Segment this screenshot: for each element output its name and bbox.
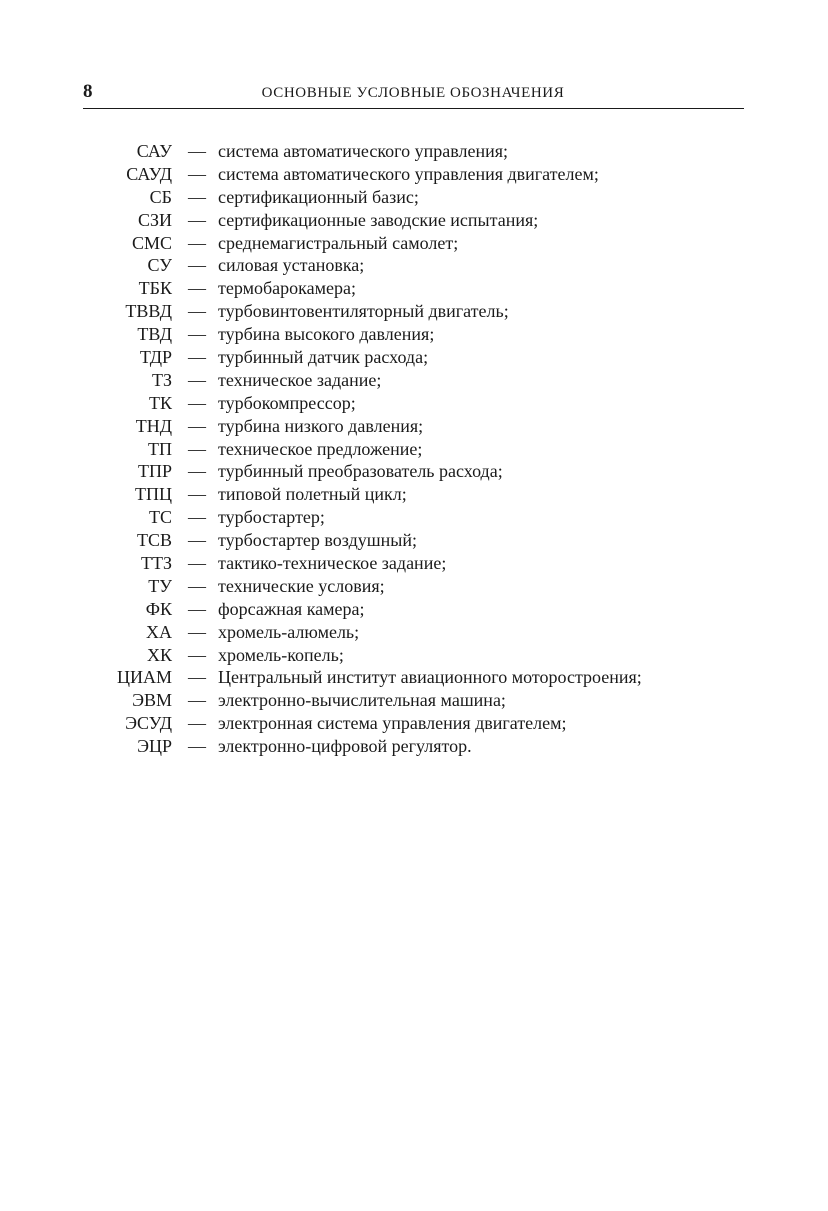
abbreviation-row — [0, 712, 828, 735]
abbreviation-term: ТНД — [135, 415, 172, 436]
abbreviation-term: СУ — [147, 255, 172, 276]
abbreviation-term: ТС — [148, 507, 172, 528]
abbreviation-definition: хромель-алюмель; — [218, 621, 360, 642]
abbreviation-row — [0, 415, 828, 438]
em-dash: — — [188, 186, 206, 207]
abbreviation-definition: тактико-техническое задание; — [218, 553, 447, 574]
abbreviation-row — [0, 346, 828, 369]
abbreviation-term: ЭВМ — [132, 690, 172, 711]
abbreviation-row — [0, 621, 828, 644]
abbreviation-term: ТТЗ — [140, 553, 172, 574]
abbreviation-definition: система автоматического управления; — [218, 141, 508, 161]
abbreviation-row — [0, 186, 828, 209]
abbreviation-row — [0, 277, 828, 300]
abbreviation-row — [0, 735, 828, 758]
abbreviation-row — [0, 369, 828, 392]
running-head-title: ОСНОВНЫЕ УСЛОВНЫЕ ОБОЗНАЧЕНИЯ — [261, 85, 565, 101]
em-dash: — — [188, 713, 206, 734]
abbreviation-row — [0, 209, 828, 232]
em-dash: — — [188, 621, 206, 642]
abbreviation-definition: Центральный институт авиационного моторостроения; — [218, 667, 642, 688]
em-dash: — — [188, 141, 206, 161]
abbreviation-definition: турбина высокого давления; — [218, 324, 435, 345]
abbreviation-term: ФК — [145, 598, 172, 619]
em-dash: — — [188, 736, 206, 757]
abbreviation-row — [0, 483, 828, 506]
abbreviation-definition: сертификационный базис; — [218, 186, 419, 207]
abbreviation-term: ТЗ — [151, 369, 172, 390]
abbreviation-definition: сертификационные заводские испытания; — [218, 209, 539, 230]
em-dash: — — [188, 301, 206, 322]
abbreviation-row — [0, 140, 828, 163]
em-dash: — — [188, 644, 206, 665]
abbreviation-row — [0, 575, 828, 598]
abbreviation-definition: техническое предложение; — [218, 438, 423, 459]
abbreviation-definition: турбинный датчик расхода; — [218, 347, 429, 368]
abbreviation-row — [0, 163, 828, 186]
em-dash: — — [188, 598, 206, 619]
abbreviation-row — [0, 506, 828, 529]
abbreviation-row — [0, 254, 828, 277]
abbreviation-term: ТП — [148, 438, 172, 459]
abbreviation-term: САУ — [136, 141, 172, 161]
abbreviation-list — [0, 140, 828, 758]
em-dash: — — [188, 553, 206, 574]
abbreviation-row — [0, 392, 828, 415]
abbreviation-definition: турбостартер; — [218, 507, 325, 528]
abbreviation-row — [0, 323, 828, 346]
page-number: 8 — [83, 81, 93, 102]
abbreviation-definition: турбовинтовентиляторный двигатель; — [218, 301, 509, 322]
abbreviation-row — [0, 232, 828, 255]
abbreviation-definition: турбинный преобразователь расхода; — [218, 461, 503, 482]
abbreviation-term: ТБК — [138, 278, 172, 299]
abbreviation-row — [0, 438, 828, 461]
abbreviation-definition: силовая установка; — [218, 255, 365, 276]
em-dash: — — [188, 255, 206, 276]
abbreviation-term: ТДР — [139, 347, 172, 368]
abbreviation-term: ХК — [146, 644, 172, 665]
abbreviation-definition: электронно-цифровой регулятор. — [218, 736, 472, 757]
abbreviation-term: ЦИАМ — [116, 667, 172, 688]
em-dash: — — [188, 461, 206, 482]
em-dash: — — [188, 369, 206, 390]
em-dash: — — [188, 575, 206, 596]
abbreviation-term: СЗИ — [137, 209, 172, 230]
em-dash: — — [188, 484, 206, 505]
abbreviation-definition: хромель-копель; — [218, 644, 344, 665]
abbreviation-definition: турбостартер воздушный; — [218, 530, 417, 551]
em-dash: — — [188, 690, 206, 711]
abbreviation-row — [0, 529, 828, 552]
em-dash: — — [188, 324, 206, 345]
abbreviation-definition: форсажная камера; — [218, 598, 365, 619]
em-dash: — — [188, 209, 206, 230]
em-dash: — — [188, 667, 206, 688]
header-rule — [83, 108, 744, 109]
abbreviation-term: ТВД — [137, 324, 172, 345]
abbreviation-definition: среднемагистральный самолет; — [218, 232, 459, 253]
abbreviation-definition: электронная система управления двигателем; — [218, 713, 567, 734]
abbreviation-term: ХА — [146, 621, 172, 642]
abbreviation-term: ТСВ — [136, 530, 172, 551]
abbreviation-term: СМС — [131, 232, 172, 253]
abbreviation-row — [0, 552, 828, 575]
abbreviation-term: ТУ — [148, 575, 172, 596]
em-dash: — — [188, 530, 206, 551]
em-dash: — — [188, 507, 206, 528]
abbreviation-term: ТК — [148, 392, 172, 413]
abbreviation-definition: техническое задание; — [218, 369, 382, 390]
abbreviation-term: САУД — [126, 163, 172, 184]
abbreviation-row — [0, 666, 828, 689]
em-dash: — — [188, 438, 206, 459]
em-dash: — — [188, 232, 206, 253]
em-dash: — — [188, 392, 206, 413]
abbreviation-definition: электронно-вычислительная машина; — [218, 690, 506, 711]
em-dash: — — [188, 278, 206, 299]
abbreviation-definition: типовой полетный цикл; — [218, 484, 407, 505]
abbreviation-row — [0, 460, 828, 483]
abbreviation-definition: турбокомпрессор; — [218, 392, 356, 413]
abbreviation-definition: технические условия; — [218, 575, 385, 596]
abbreviation-term: ТПЦ — [135, 484, 172, 505]
em-dash: — — [188, 415, 206, 436]
abbreviation-term: СБ — [149, 186, 172, 207]
abbreviation-row — [0, 689, 828, 712]
abbreviation-definition: термобарокамера; — [218, 278, 356, 299]
abbreviation-term: ТПР — [137, 461, 172, 482]
abbreviation-definition: турбина низкого давления; — [218, 415, 424, 436]
abbreviation-term: ЭЦР — [137, 736, 172, 757]
abbreviation-definition: система автоматического управления двигателем; — [218, 163, 599, 184]
abbreviation-row — [0, 644, 828, 667]
abbreviation-row — [0, 598, 828, 621]
abbreviation-term: ЭСУД — [125, 713, 172, 734]
em-dash: — — [188, 163, 206, 184]
abbreviation-term: ТВВД — [125, 301, 172, 322]
em-dash: — — [188, 347, 206, 368]
abbreviation-row — [0, 300, 828, 323]
